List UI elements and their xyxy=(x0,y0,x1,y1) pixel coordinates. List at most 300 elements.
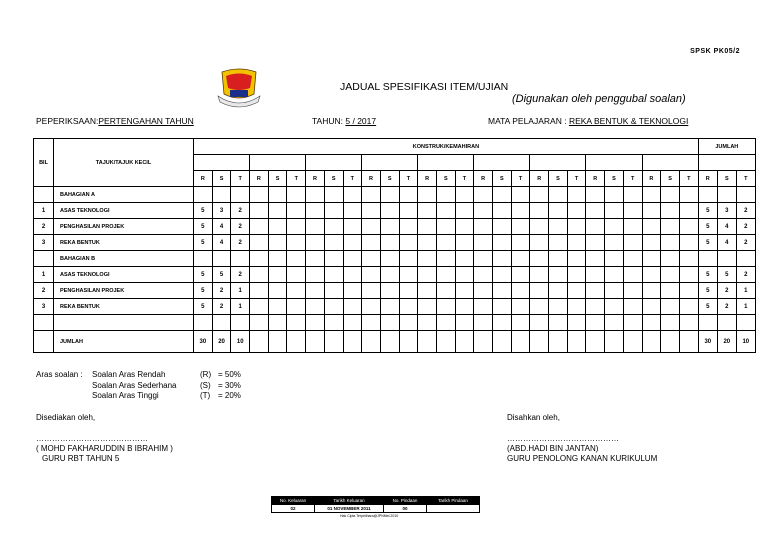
rst-header: S xyxy=(380,171,399,187)
empty-cell xyxy=(661,219,680,235)
value-cell xyxy=(194,251,213,267)
rst-header: S xyxy=(549,171,568,187)
empty-cell xyxy=(474,299,493,315)
level-row xyxy=(36,391,241,402)
empty-cell xyxy=(661,331,680,353)
empty-cell xyxy=(418,267,437,283)
empty-cell xyxy=(455,315,474,331)
empty-cell xyxy=(268,267,287,283)
level-code: (T) xyxy=(200,391,211,400)
release-header-row xyxy=(272,497,480,505)
rst-header: T xyxy=(623,171,642,187)
bil-cell xyxy=(34,331,54,353)
topic-cell: REKA BENTUK xyxy=(54,235,194,251)
value-cell: 5 xyxy=(194,203,213,219)
empty-cell xyxy=(380,283,399,299)
exam-label: PEPERIKSAAN: xyxy=(36,116,99,126)
empty-cell xyxy=(493,331,512,353)
topic-header: TAJUK/TAJUK KECIL xyxy=(54,139,194,187)
empty-cell xyxy=(530,187,549,203)
empty-cell xyxy=(399,299,418,315)
grand-total-cell: 30 xyxy=(698,331,717,353)
empty-cell xyxy=(380,235,399,251)
empty-cell xyxy=(455,235,474,251)
empty-cell xyxy=(530,267,549,283)
empty-cell xyxy=(287,203,306,219)
total-value-cell: 5 xyxy=(698,219,717,235)
construct-group-cell xyxy=(474,155,530,171)
empty-cell xyxy=(623,203,642,219)
empty-cell xyxy=(642,315,661,331)
rst-header: T xyxy=(455,171,474,187)
empty-cell xyxy=(455,203,474,219)
topic-cell: PENGHASILAN PROJEK xyxy=(54,219,194,235)
empty-cell xyxy=(324,251,343,267)
empty-cell xyxy=(306,235,325,251)
empty-cell xyxy=(642,283,661,299)
topic-cell: ASAS TEKNOLOGI xyxy=(54,203,194,219)
empty-cell xyxy=(287,283,306,299)
empty-cell xyxy=(399,235,418,251)
total-value-cell: 2 xyxy=(736,235,755,251)
empty-cell xyxy=(623,283,642,299)
value-cell: 1 xyxy=(231,283,250,299)
value-cell: 5 xyxy=(194,299,213,315)
rst-header: S xyxy=(605,171,624,187)
empty-cell xyxy=(642,299,661,315)
total-value-cell xyxy=(717,251,736,267)
topic-cell: ASAS TEKNOLOGI xyxy=(54,267,194,283)
empty-cell xyxy=(586,251,605,267)
rst-header: T xyxy=(399,171,418,187)
empty-cell xyxy=(661,283,680,299)
empty-cell xyxy=(250,219,269,235)
empty-cell xyxy=(549,283,568,299)
empty-cell xyxy=(511,251,530,267)
rst-header: R xyxy=(586,171,605,187)
prepared-role: GURU RBT TAHUN 5 xyxy=(42,454,120,463)
total-value-cell: 2 xyxy=(736,203,755,219)
empty-cell xyxy=(642,251,661,267)
value-cell xyxy=(194,187,213,203)
rst-header: T xyxy=(343,171,362,187)
bil-cell: 1 xyxy=(34,203,54,219)
subject-label: MATA PELAJARAN : xyxy=(488,116,567,126)
empty-cell xyxy=(642,187,661,203)
empty-cell xyxy=(399,267,418,283)
prepared-name: ( MOHD FAKHARUDDIN B IBRAHIM ) xyxy=(36,444,173,453)
empty-cell xyxy=(530,235,549,251)
empty-cell xyxy=(268,235,287,251)
empty-cell xyxy=(549,267,568,283)
empty-cell xyxy=(324,331,343,353)
bil-header: BIL xyxy=(34,139,54,187)
empty-cell xyxy=(679,299,698,315)
empty-cell xyxy=(567,235,586,251)
empty-cell xyxy=(493,235,512,251)
total-value-cell xyxy=(717,187,736,203)
total-value-cell: 5 xyxy=(698,299,717,315)
empty-cell xyxy=(268,331,287,353)
construct-header: KONSTRUK/KEMAHIRAN xyxy=(194,139,699,155)
value-cell: 2 xyxy=(231,267,250,283)
empty-cell xyxy=(250,331,269,353)
empty-cell xyxy=(605,203,624,219)
empty-cell xyxy=(399,219,418,235)
empty-cell xyxy=(549,203,568,219)
empty-cell xyxy=(474,267,493,283)
amendment-no: 00 xyxy=(384,505,427,513)
document-subtitle: (Digunakan oleh penggubal soalan) xyxy=(512,93,686,105)
subject-field xyxy=(488,116,688,126)
school-crest-logo xyxy=(214,66,264,108)
empty-cell xyxy=(268,283,287,299)
total-value-cell: 2 xyxy=(717,299,736,315)
table-header-row xyxy=(34,139,756,155)
empty-cell xyxy=(268,251,287,267)
empty-cell xyxy=(436,283,455,299)
document-code: SPSK PK05/2 xyxy=(690,48,740,55)
topic-cell: BAHAGIAN A xyxy=(54,187,194,203)
value-cell xyxy=(231,251,250,267)
empty-cell xyxy=(362,315,381,331)
value-cell: 5 xyxy=(194,283,213,299)
empty-cell xyxy=(511,219,530,235)
empty-cell xyxy=(418,283,437,299)
release-no: 02 xyxy=(272,505,315,513)
empty-cell xyxy=(679,203,698,219)
empty-cell xyxy=(567,187,586,203)
empty-cell xyxy=(399,283,418,299)
empty-cell xyxy=(362,203,381,219)
empty-cell xyxy=(679,331,698,353)
empty-cell xyxy=(586,315,605,331)
topic-cell: PENGHASILAN PROJEK xyxy=(54,283,194,299)
empty-cell xyxy=(605,251,624,267)
empty-cell xyxy=(287,235,306,251)
empty-cell xyxy=(605,187,624,203)
empty-cell xyxy=(623,315,642,331)
bil-cell: 2 xyxy=(34,283,54,299)
table-row xyxy=(34,251,756,267)
empty-cell xyxy=(343,219,362,235)
empty-cell xyxy=(380,299,399,315)
empty-cell xyxy=(661,203,680,219)
empty-cell xyxy=(436,267,455,283)
value-cell: 2 xyxy=(231,235,250,251)
total-value-cell: 5 xyxy=(698,235,717,251)
empty-cell xyxy=(324,267,343,283)
empty-cell xyxy=(362,251,381,267)
empty-cell xyxy=(287,299,306,315)
value-cell: 1 xyxy=(231,299,250,315)
empty-cell xyxy=(343,283,362,299)
empty-cell xyxy=(250,315,269,331)
subject-value: REKA BENTUK & TEKNOLOGI xyxy=(568,116,689,126)
empty-cell xyxy=(362,219,381,235)
approved-label: Disahkan oleh, xyxy=(507,413,560,422)
amendment-date xyxy=(427,505,480,513)
total-value-cell: 4 xyxy=(717,219,736,235)
empty-cell xyxy=(493,267,512,283)
empty-cell xyxy=(493,283,512,299)
bil-cell: 3 xyxy=(34,299,54,315)
total-value-cell: 4 xyxy=(717,235,736,251)
empty-cell xyxy=(287,187,306,203)
value-cell: 5 xyxy=(194,267,213,283)
empty-cell xyxy=(324,299,343,315)
empty-cell xyxy=(306,251,325,267)
approved-signature-line: …………………………………… xyxy=(507,434,619,443)
total-sum-cell: 10 xyxy=(231,331,250,353)
prepared-signature-line: …………………………………… xyxy=(36,434,148,443)
empty-cell xyxy=(530,299,549,315)
empty-cell xyxy=(362,331,381,353)
empty-cell xyxy=(661,251,680,267)
empty-cell xyxy=(306,299,325,315)
empty-cell xyxy=(436,203,455,219)
approved-name: (ABD.HADI BIN JANTAN) xyxy=(507,444,599,453)
empty-cell xyxy=(605,219,624,235)
total-value-cell: 2 xyxy=(736,267,755,283)
empty-cell xyxy=(623,267,642,283)
total-value-cell xyxy=(698,251,717,267)
topic-cell xyxy=(54,315,194,331)
empty-cell xyxy=(268,187,287,203)
empty-cell xyxy=(530,203,549,219)
empty-cell xyxy=(306,203,325,219)
empty-cell xyxy=(343,315,362,331)
empty-cell xyxy=(268,203,287,219)
table-row xyxy=(34,267,756,283)
empty-cell xyxy=(324,283,343,299)
table-row xyxy=(34,235,756,251)
empty-cell xyxy=(268,315,287,331)
empty-cell xyxy=(567,219,586,235)
empty-cell xyxy=(455,251,474,267)
rst-header: S xyxy=(212,171,231,187)
empty-cell xyxy=(324,219,343,235)
empty-cell xyxy=(436,187,455,203)
empty-cell xyxy=(586,299,605,315)
value-cell xyxy=(212,251,231,267)
empty-cell xyxy=(343,299,362,315)
empty-cell xyxy=(586,267,605,283)
rst-header: S xyxy=(661,171,680,187)
empty-cell xyxy=(380,219,399,235)
table-row xyxy=(34,219,756,235)
total-value-cell: 5 xyxy=(717,267,736,283)
empty-cell xyxy=(268,299,287,315)
empty-cell xyxy=(343,203,362,219)
level-percent: = 30% xyxy=(218,380,241,390)
empty-cell xyxy=(436,219,455,235)
empty-cell xyxy=(418,315,437,331)
empty-cell xyxy=(418,203,437,219)
total-value-cell xyxy=(736,251,755,267)
value-cell: 5 xyxy=(194,235,213,251)
empty-cell xyxy=(399,315,418,331)
rst-header: T xyxy=(231,171,250,187)
empty-cell xyxy=(474,283,493,299)
empty-cell xyxy=(493,251,512,267)
empty-cell xyxy=(399,251,418,267)
value-cell: 2 xyxy=(212,283,231,299)
rst-header: T xyxy=(511,171,530,187)
empty-cell xyxy=(530,331,549,353)
empty-cell xyxy=(511,299,530,315)
empty-cell xyxy=(324,203,343,219)
empty-cell xyxy=(511,331,530,353)
empty-cell xyxy=(362,299,381,315)
empty-cell xyxy=(530,283,549,299)
construct-group-cell xyxy=(362,155,418,171)
empty-cell xyxy=(679,267,698,283)
rst-header: R xyxy=(418,171,437,187)
bil-cell xyxy=(34,315,54,331)
exam-value: PERTENGAHAN TAHUN xyxy=(98,116,194,126)
total-value-cell xyxy=(717,315,736,331)
empty-cell xyxy=(399,203,418,219)
empty-cell xyxy=(287,219,306,235)
empty-cell xyxy=(493,187,512,203)
empty-cell xyxy=(623,187,642,203)
question-levels xyxy=(36,370,241,402)
empty-cell xyxy=(493,219,512,235)
total-value-cell xyxy=(736,315,755,331)
year-label: TAHUN: xyxy=(312,116,344,126)
value-cell xyxy=(231,187,250,203)
empty-cell xyxy=(605,315,624,331)
release-date: 01 NOVEMBER 2011 xyxy=(315,505,384,513)
empty-cell xyxy=(567,331,586,353)
construct-group-cell xyxy=(530,155,586,171)
empty-cell xyxy=(306,267,325,283)
empty-cell xyxy=(343,235,362,251)
empty-cell xyxy=(380,331,399,353)
empty-cell xyxy=(549,235,568,251)
empty-cell xyxy=(679,283,698,299)
rst-header: R xyxy=(530,171,549,187)
empty-cell xyxy=(399,331,418,353)
level-row xyxy=(36,381,241,392)
empty-cell xyxy=(287,331,306,353)
level-row xyxy=(36,370,241,381)
empty-cell xyxy=(380,203,399,219)
empty-cell xyxy=(474,219,493,235)
level-code: (R) xyxy=(200,370,212,379)
empty-cell xyxy=(679,187,698,203)
total-value-cell: 5 xyxy=(698,267,717,283)
empty-cell xyxy=(679,315,698,331)
empty-cell xyxy=(436,315,455,331)
rst-header: S xyxy=(493,171,512,187)
empty-cell xyxy=(455,299,474,315)
empty-cell xyxy=(605,331,624,353)
empty-cell xyxy=(474,331,493,353)
empty-cell xyxy=(642,203,661,219)
empty-cell xyxy=(605,283,624,299)
value-cell: 5 xyxy=(194,219,213,235)
empty-cell xyxy=(436,299,455,315)
empty-cell xyxy=(679,219,698,235)
empty-cell xyxy=(623,331,642,353)
total-header: JUMLAH xyxy=(698,139,755,155)
topic-cell: REKA BENTUK xyxy=(54,299,194,315)
empty-cell xyxy=(511,283,530,299)
release-value-row xyxy=(272,505,480,513)
empty-cell xyxy=(306,219,325,235)
empty-cell xyxy=(287,267,306,283)
empty-cell xyxy=(493,203,512,219)
rst-header: T xyxy=(679,171,698,187)
empty-cell xyxy=(250,203,269,219)
document-title: JADUAL SPESIFIKASI ITEM/UJIAN xyxy=(340,81,509,93)
empty-cell xyxy=(362,235,381,251)
empty-cell xyxy=(605,299,624,315)
rst-header: S xyxy=(717,171,736,187)
value-cell xyxy=(194,315,213,331)
rst-header: S xyxy=(268,171,287,187)
empty-cell xyxy=(306,331,325,353)
empty-cell xyxy=(436,331,455,353)
empty-cell xyxy=(418,235,437,251)
rst-header: R xyxy=(362,171,381,187)
empty-cell xyxy=(511,235,530,251)
empty-cell xyxy=(343,267,362,283)
empty-cell xyxy=(679,251,698,267)
empty-cell xyxy=(567,283,586,299)
empty-cell xyxy=(250,251,269,267)
rst-header: R xyxy=(474,171,493,187)
empty-cell xyxy=(474,315,493,331)
empty-cell xyxy=(474,251,493,267)
empty-cell xyxy=(642,235,661,251)
value-cell xyxy=(212,187,231,203)
empty-cell xyxy=(418,331,437,353)
construct-group-cell xyxy=(306,155,362,171)
level-name: Soalan Aras Rendah xyxy=(92,370,166,379)
table-row xyxy=(34,187,756,203)
exam-field xyxy=(36,116,194,126)
empty-cell xyxy=(642,219,661,235)
rst-header: R xyxy=(306,171,325,187)
rst-header: R xyxy=(194,171,213,187)
empty-cell xyxy=(623,235,642,251)
release-info-table xyxy=(271,496,480,513)
empty-cell xyxy=(586,219,605,235)
year-value: 5 / 2017 xyxy=(345,116,377,126)
rst-header: R xyxy=(642,171,661,187)
value-cell xyxy=(212,315,231,331)
total-value-cell xyxy=(698,315,717,331)
total-value-cell xyxy=(736,187,755,203)
total-sum-cell: 20 xyxy=(212,331,231,353)
value-cell: 2 xyxy=(231,219,250,235)
empty-cell xyxy=(250,299,269,315)
empty-cell xyxy=(530,315,549,331)
table-row xyxy=(34,283,756,299)
construct-group-cell xyxy=(418,155,474,171)
empty-cell xyxy=(399,187,418,203)
table-row xyxy=(34,299,756,315)
value-cell: 4 xyxy=(212,235,231,251)
empty-cell xyxy=(455,219,474,235)
empty-cell xyxy=(679,235,698,251)
empty-cell xyxy=(586,331,605,353)
empty-cell xyxy=(567,251,586,267)
release-no-header: No. Keluaran xyxy=(272,497,315,505)
